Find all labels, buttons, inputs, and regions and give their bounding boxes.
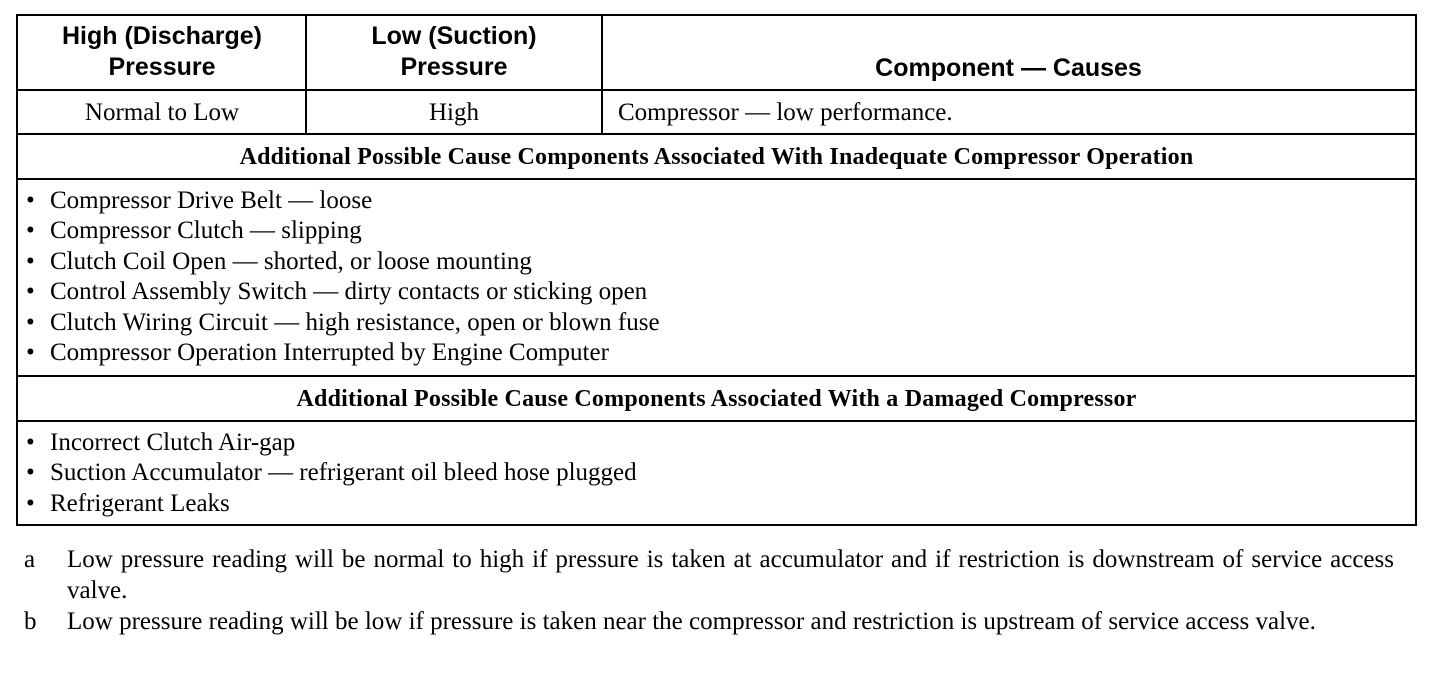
section-title-inadequate-operation: Additional Possible Cause Components Associated With Inadequate Compressor Operation — [239, 143, 1194, 170]
footnote-text: Low pressure reading will be normal to high if pressure is taken at accumulator and if restriction is downstream of service access valve. — [67, 546, 1394, 604]
list-item: • Compressor Operation Interrupted by Engine Computer — [26, 338, 1415, 368]
header-low-pressure — [306, 16, 602, 90]
component-cause-value: Compressor — low performance. — [618, 99, 953, 126]
footnote-a — [24, 544, 1394, 606]
header-low-line2: Pressure — [400, 53, 508, 81]
section-list-damaged-compressor — [18, 422, 1415, 524]
bullet-icon: • — [26, 459, 35, 487]
footnotes — [24, 544, 1394, 637]
header-component-causes — [602, 16, 1415, 90]
section-title-damaged-compressor: Additional Possible Cause Components Associated With a Damaged Compressor — [296, 385, 1137, 412]
footnote-marker: b — [24, 608, 37, 635]
list-item: • Clutch Coil Open — shorted, or loose mounting — [26, 247, 1415, 277]
list-item: • Compressor Clutch — slipping — [26, 216, 1415, 246]
list-item: • Compressor Drive Belt — loose — [26, 186, 1415, 216]
footnote-b — [24, 606, 1394, 637]
bullet-icon: • — [26, 278, 35, 306]
header-high-line2: Pressure — [108, 53, 216, 81]
column-divider-2 — [601, 16, 603, 134]
header-component-label: Component — Causes — [875, 54, 1142, 82]
bullet-icon: • — [26, 308, 35, 336]
list-item: • Clutch Wiring Circuit — high resistance, open or blown fuse — [26, 308, 1415, 338]
column-divider-1 — [305, 16, 307, 134]
bullet-icon: • — [26, 187, 35, 214]
list-item: • Refrigerant Leaks — [26, 489, 1415, 519]
section-list-inadequate-operation — [18, 180, 1415, 375]
footnote-text: Low pressure reading will be low if pressure is taken near the compressor and restriction is upstream of service access valve. — [67, 608, 1316, 635]
main-data-row — [18, 91, 1415, 134]
bullet-icon: • — [26, 217, 35, 245]
list-item: • Suction Accumulator — refrigerant oil bleed hose plugged — [26, 458, 1415, 488]
bullet-icon: • — [26, 339, 35, 367]
header-high-pressure — [18, 16, 306, 90]
header-row — [18, 16, 1415, 90]
footnote-marker: a — [24, 546, 36, 573]
high-pressure-value: Normal to Low — [84, 99, 240, 126]
bullet-icon: • — [26, 489, 35, 517]
bullet-icon: • — [26, 247, 35, 275]
diagnostic-table — [16, 14, 1417, 526]
header-high-line1: High (Discharge) — [61, 22, 263, 50]
list-item: • Incorrect Clutch Air-gap — [26, 428, 1415, 458]
header-low-line1: Low (Suction) — [371, 22, 537, 50]
list-item: • Control Assembly Switch — dirty contacts or sticking open — [26, 277, 1415, 307]
bullet-icon: • — [26, 429, 35, 456]
low-pressure-value: High — [429, 99, 479, 126]
